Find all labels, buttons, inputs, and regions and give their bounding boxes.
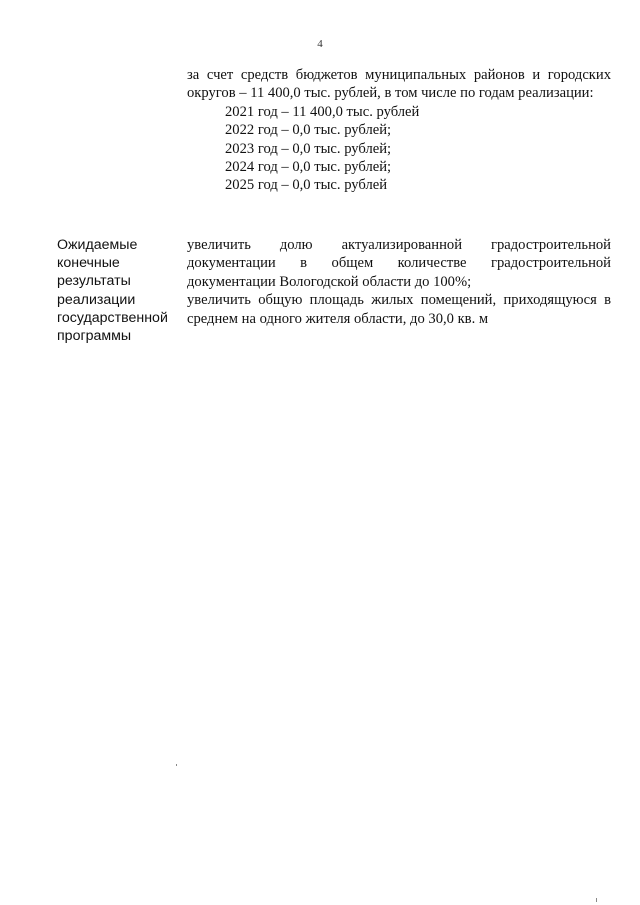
funding-content [187,66,611,195]
page-number: 4 [317,38,323,50]
scan-artifact [176,764,177,766]
label-line: государственной [57,309,168,326]
expected-results-content [187,236,611,328]
funding-year-item: 2021 год – 11 400,0 тыс. рублей [225,103,420,120]
expected-results-label [57,236,182,345]
result-item: увеличить общую площадь жилых помещений, приходящуюся в среднем на одного жителя области, до 30,0 кв. м [187,292,611,327]
label-line: реализации [57,291,136,308]
result-item: увеличить долю актуализированной градостроительной документации в общем количестве градостроительной документации Вологодской области до 100%; [187,237,611,290]
funding-text: за счет средств бюджетов муниципальных районов и городских округов – 11 400,0 тыс. рублей, в том числе по годам реализации: [187,67,611,102]
funding-year-item: 2022 год – 0,0 тыс. рублей; [225,122,392,139]
funding-years-list [187,103,611,195]
label-line: конечные [57,255,120,272]
label-line: результаты [57,273,131,290]
funding-year-item: 2025 год – 0,0 тыс. рублей [225,177,388,194]
label-line: программы [57,328,132,345]
scan-artifact [596,898,597,902]
funding-year-item: 2023 год – 0,0 тыс. рублей; [225,140,392,157]
funding-year-item: 2024 год – 0,0 тыс. рублей; [225,159,392,176]
label-line: Ожидаемые [57,237,138,253]
